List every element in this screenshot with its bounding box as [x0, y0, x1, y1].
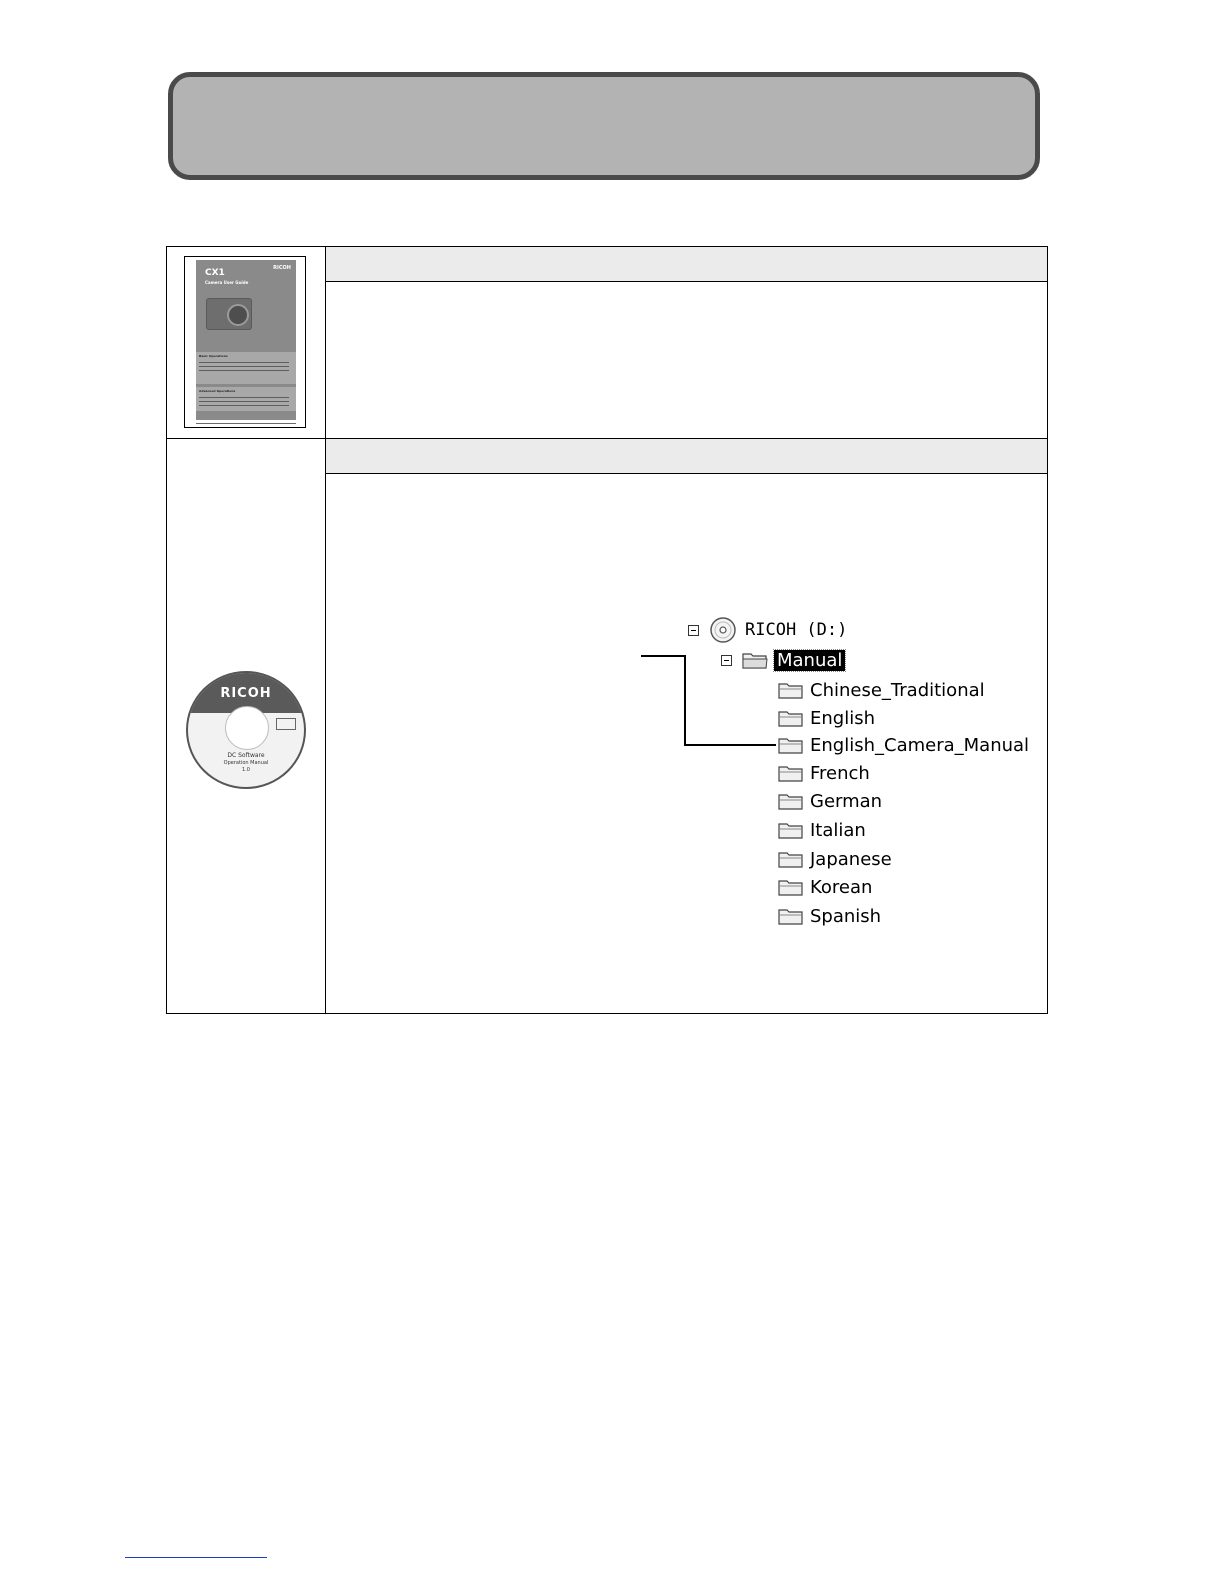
- folder-icon: [778, 849, 804, 869]
- folder-icon: [778, 820, 804, 840]
- tree-node-subfolder[interactable]: [778, 705, 875, 731]
- tree-node-subfolder[interactable]: [778, 760, 870, 786]
- manual-folder-label: Manual: [774, 650, 845, 671]
- tree-node-subfolder[interactable]: [778, 817, 866, 843]
- text-line: [199, 401, 289, 402]
- text-line: [196, 423, 296, 424]
- text-line: [199, 366, 289, 367]
- subfolder-label: Italian: [810, 819, 866, 841]
- folder-icon: [778, 877, 804, 897]
- camera-image: [206, 298, 252, 330]
- cd-brand: RICOH: [220, 686, 272, 701]
- booklet-model: CX1: [205, 268, 225, 278]
- subfolder-label: English_Camera_Manual: [810, 734, 1030, 756]
- booklet-section-basic: [196, 352, 296, 384]
- booklet-section-advanced: [196, 387, 296, 411]
- subfolder-label: French: [810, 762, 870, 784]
- cd-drive-icon: [709, 616, 737, 644]
- subfolder-label: Japanese: [810, 848, 892, 870]
- row-header-cd-manual: [326, 439, 1047, 474]
- cd-rom-thumbnail: [186, 671, 306, 789]
- tree-node-subfolder[interactable]: [778, 677, 985, 703]
- tree-node-subfolder[interactable]: [778, 846, 892, 872]
- folder-icon: [778, 735, 804, 755]
- booklet-cover: [196, 260, 296, 420]
- tree-node-subfolder[interactable]: [778, 903, 881, 929]
- title-banner: [168, 72, 1040, 180]
- compact-disc-logo: [276, 718, 296, 730]
- text-line: [199, 397, 289, 398]
- subfolder-label: Chinese_Traditional: [810, 679, 985, 701]
- tree-node-subfolder[interactable]: [778, 874, 872, 900]
- folder-icon: [778, 791, 804, 811]
- callout-line: [684, 744, 776, 746]
- tree-node-subfolder[interactable]: [778, 788, 882, 814]
- column-divider: [325, 247, 326, 1013]
- cd-version: 1.0: [242, 767, 250, 773]
- callout-line: [641, 655, 686, 657]
- row-header-camera-guide: [326, 247, 1047, 282]
- subfolder-label: Spanish: [810, 905, 882, 927]
- subfolder-label: German: [810, 790, 883, 812]
- booklet-brand: RICOH: [273, 265, 291, 271]
- tree-node-subfolder[interactable]: [778, 732, 1029, 758]
- booklet-section-heading: Basic Operations: [199, 354, 228, 358]
- text-line: [199, 405, 289, 406]
- cd-subtitle: Operation Manual: [223, 760, 269, 766]
- folder-open-icon: [742, 650, 768, 670]
- cd-title: DC Software: [227, 752, 265, 759]
- collapse-icon[interactable]: [688, 625, 699, 636]
- tree-node-manual[interactable]: [721, 647, 845, 673]
- collapse-icon[interactable]: [721, 655, 732, 666]
- folder-icon: [778, 708, 804, 728]
- text-line: [199, 362, 289, 363]
- folder-icon: [778, 906, 804, 926]
- camera-user-guide-thumbnail: [184, 256, 306, 428]
- drive-label: RICOH (D:): [745, 620, 848, 640]
- folder-icon: [778, 680, 804, 700]
- text-line: [199, 370, 289, 371]
- subfolder-label: English: [810, 707, 875, 729]
- booklet-section-heading: Advanced Operations: [199, 389, 236, 393]
- folder-icon: [778, 763, 804, 783]
- footnote-rule: [125, 1557, 267, 1558]
- manual-table: [166, 246, 1048, 1014]
- booklet-subtitle: Camera User Guide: [205, 280, 249, 285]
- cd-center-hole: [225, 706, 269, 750]
- tree-node-drive[interactable]: [688, 617, 847, 643]
- subfolder-label: Korean: [810, 876, 873, 898]
- callout-line: [684, 655, 686, 746]
